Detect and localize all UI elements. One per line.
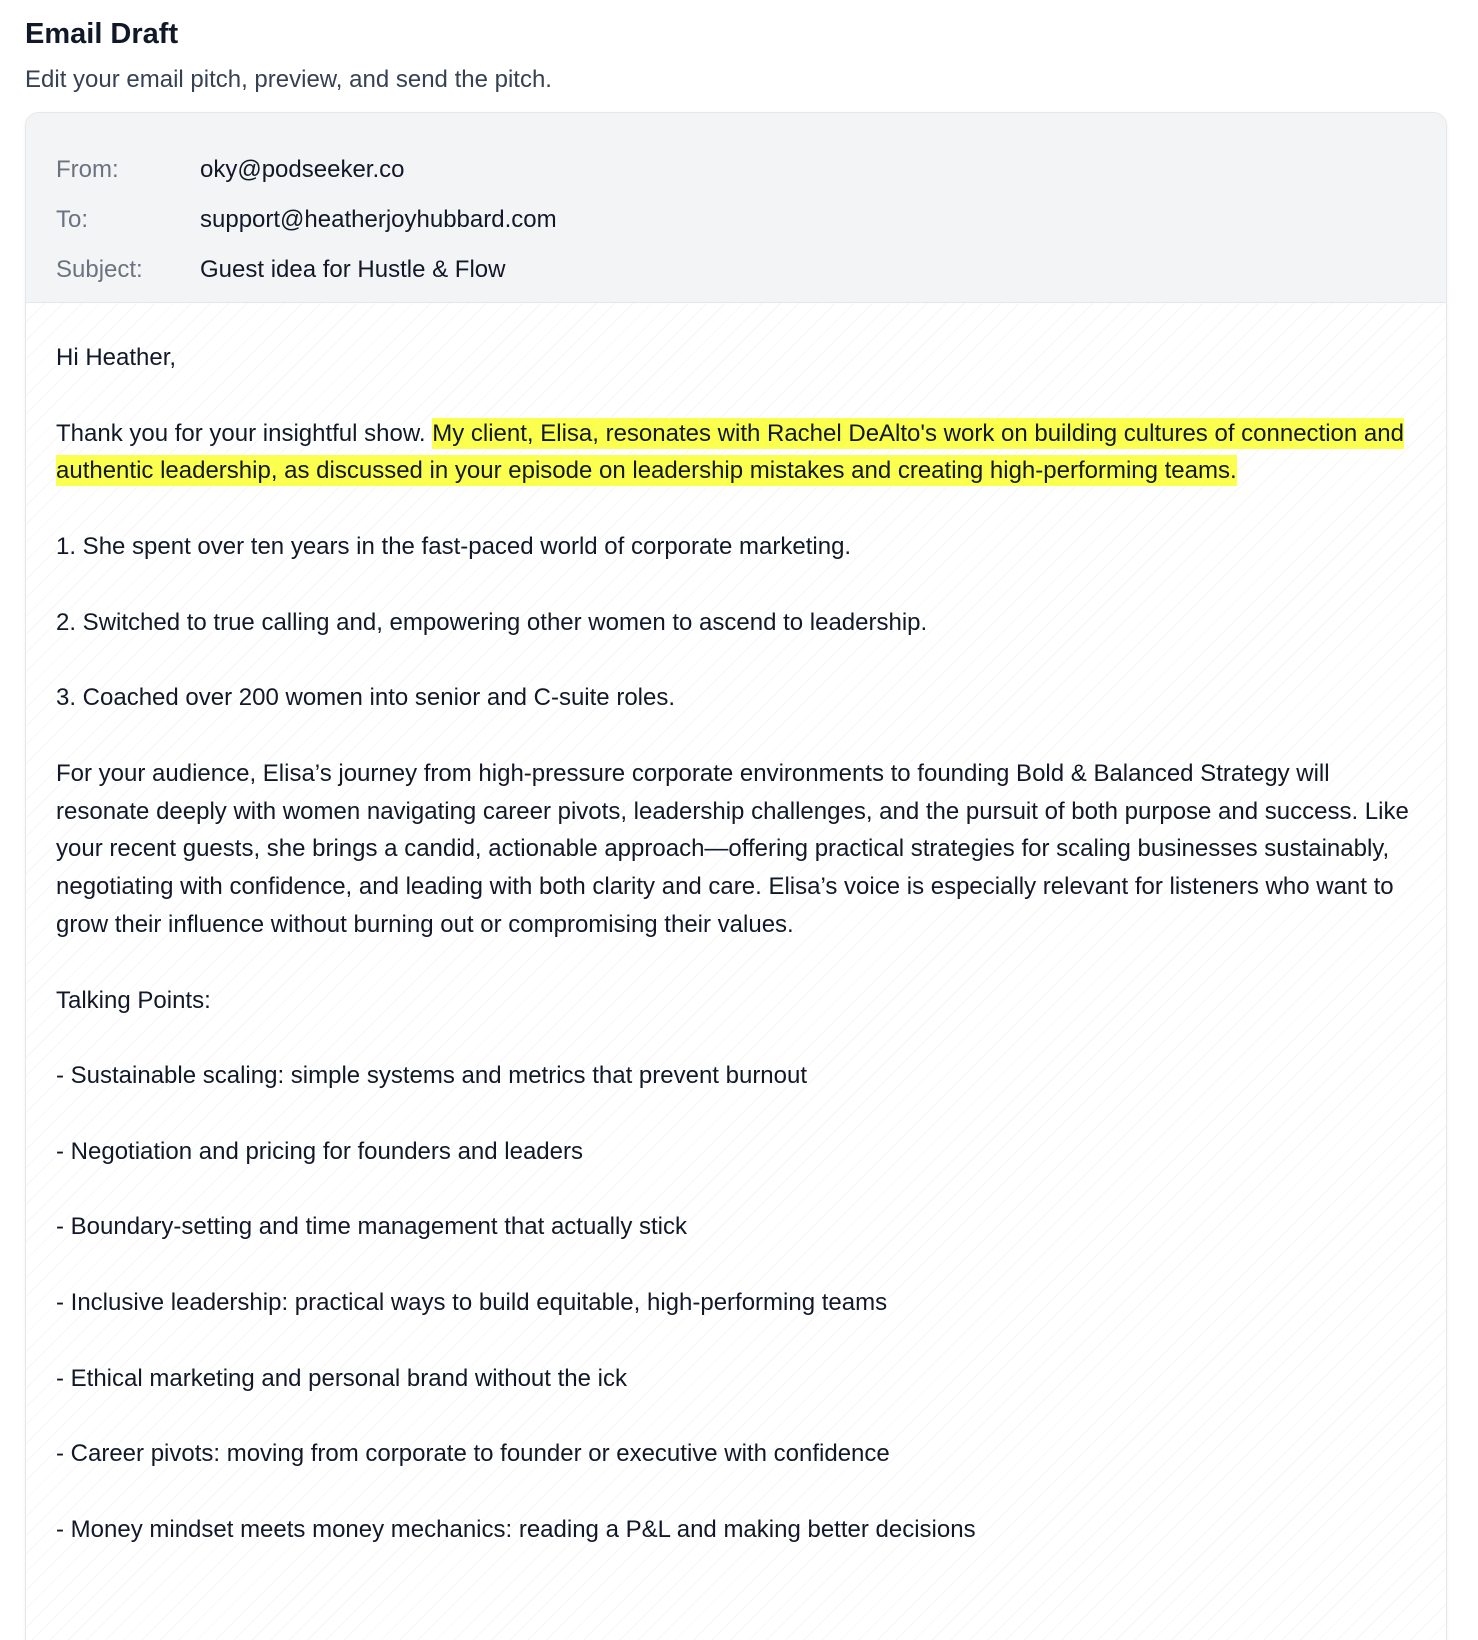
talking-point: - Career pivots: moving from corporate to founder or executive with confidence	[56, 1440, 890, 1468]
point-2: 2. Switched to true calling and, empowering other women to ascend to leadership.	[56, 608, 928, 636]
email-header	[26, 113, 1446, 303]
subject-row	[56, 245, 1416, 295]
subject-value: Guest idea for Hustle & Flow	[200, 256, 506, 283]
email-preview-card	[25, 112, 1447, 1640]
greeting: Hi Heather,	[56, 344, 177, 371]
talking-point: - Negotiation and pricing for founders and leaders	[56, 1137, 583, 1165]
talking-point: - Inclusive leadership: practical ways to build equitable, high-performing teams	[56, 1288, 888, 1316]
subject-label: Subject:	[56, 256, 143, 283]
highlighted-personalization: My client, Elisa, resonates with Rachel DeAlto's work on building cultures of connection and authentic leadership, as discussed in your episode on leadership mistakes and creating high-performing teams.	[56, 419, 1404, 485]
talking-point: - Boundary-setting and time management that actually stick	[56, 1213, 687, 1241]
to-label: To:	[56, 206, 89, 233]
talking-points-heading: Talking Points:	[56, 986, 211, 1014]
intro-plain-text: Thank you for your insightful show.	[56, 419, 433, 447]
page-title: Email Draft	[25, 18, 179, 50]
talking-point: - Sustainable scaling: simple systems and metrics that prevent burnout	[56, 1062, 808, 1090]
page-subtitle: Edit your email pitch, preview, and send the pitch.	[25, 66, 552, 93]
intro-paragraph	[56, 415, 1416, 491]
point-1: 1. She spent over ten years in the fast-paced world of corporate marketing.	[56, 532, 852, 560]
from-value: oky@podseeker.co	[200, 156, 405, 183]
from-row	[56, 145, 1416, 195]
to-row	[56, 195, 1416, 245]
talking-point: - Ethical marketing and personal brand without the ick	[56, 1364, 627, 1392]
point-3: 3. Coached over 200 women into senior and C-suite roles.	[56, 684, 676, 712]
from-label: From:	[56, 156, 119, 183]
email-body-text	[56, 339, 1416, 1549]
email-body-editor[interactable]	[26, 303, 1446, 1640]
audience-paragraph: For your audience, Elisa’s journey from high-pressure corporate environments to founding Bold & Balanced Strategy will resonate deeply with women navigating career pivots, leadership challenges, and the pursuit of both purpose and success. Like your recent guests, she brings a candid, actionable approach—offering practical strategies for scaling businesses sustainably, negotiating with confidence, and leading with both clarity and care. Elisa’s voice is especially relevant for listeners who want to grow their influence without burning out or compromising their values.	[56, 759, 1409, 938]
to-value: support@heatherjoyhubbard.com	[200, 206, 557, 233]
talking-point: - Money mindset meets money mechanics: reading a P&L and making better decisions	[56, 1515, 976, 1543]
